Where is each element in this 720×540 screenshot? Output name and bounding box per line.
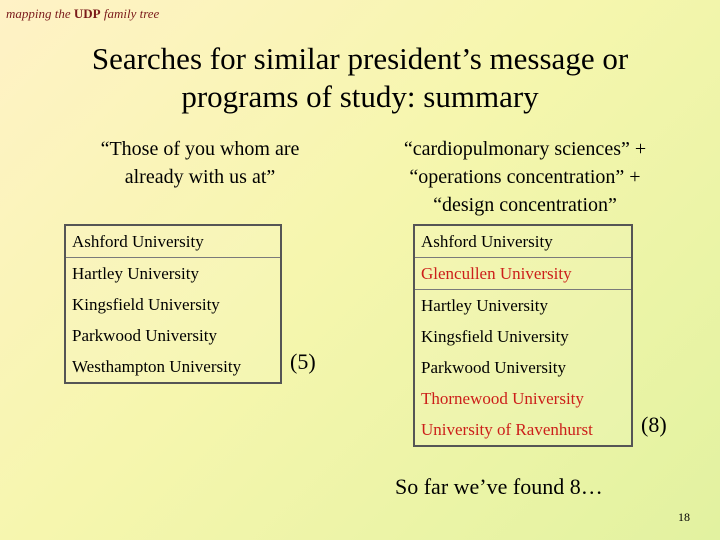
left-count: (5) [290,349,316,374]
list-item: Glencullen University [415,258,631,290]
list-item: Thornewood University [421,389,584,408]
list-item: Ashford University [66,226,280,258]
header-suffix: family tree [103,6,160,21]
right-university-list [413,224,633,447]
list-item: Kingsfield University [421,327,569,346]
page-number: 18 [678,510,690,524]
list-item: Kingsfield University [72,295,220,314]
list-item: Westhampton University [72,357,242,376]
title-line-2: programs of study: summary [181,79,539,114]
right-heading-line-3: “design concentration” [433,194,617,216]
right-heading-line-2: “operations concentration” + [409,166,641,188]
list-item: Ashford University [415,226,631,258]
list-item: Parkwood University [421,358,566,377]
slide-header [6,6,159,22]
list-item: Parkwood University [72,326,217,345]
left-heading-line-2: already with us at” [124,166,276,188]
slide-title [0,40,720,116]
list-item: Hartley University [72,264,199,283]
right-heading [360,135,690,219]
left-heading-line-1: “Those of you whom are [100,138,300,160]
footer-note: So far we’ve found 8… [395,474,603,499]
list-item: Hartley University [421,296,548,315]
header-prefix: mapping the [6,6,71,21]
header-highlight: UDP [73,6,101,21]
right-count: (8) [641,412,667,437]
right-heading-line-1: “cardiopulmonary sciences” + [403,138,647,160]
left-university-list [64,224,282,384]
left-heading [40,135,360,191]
title-line-1: Searches for similar president’s message or [91,41,629,76]
list-item: University of Ravenhurst [421,420,593,439]
